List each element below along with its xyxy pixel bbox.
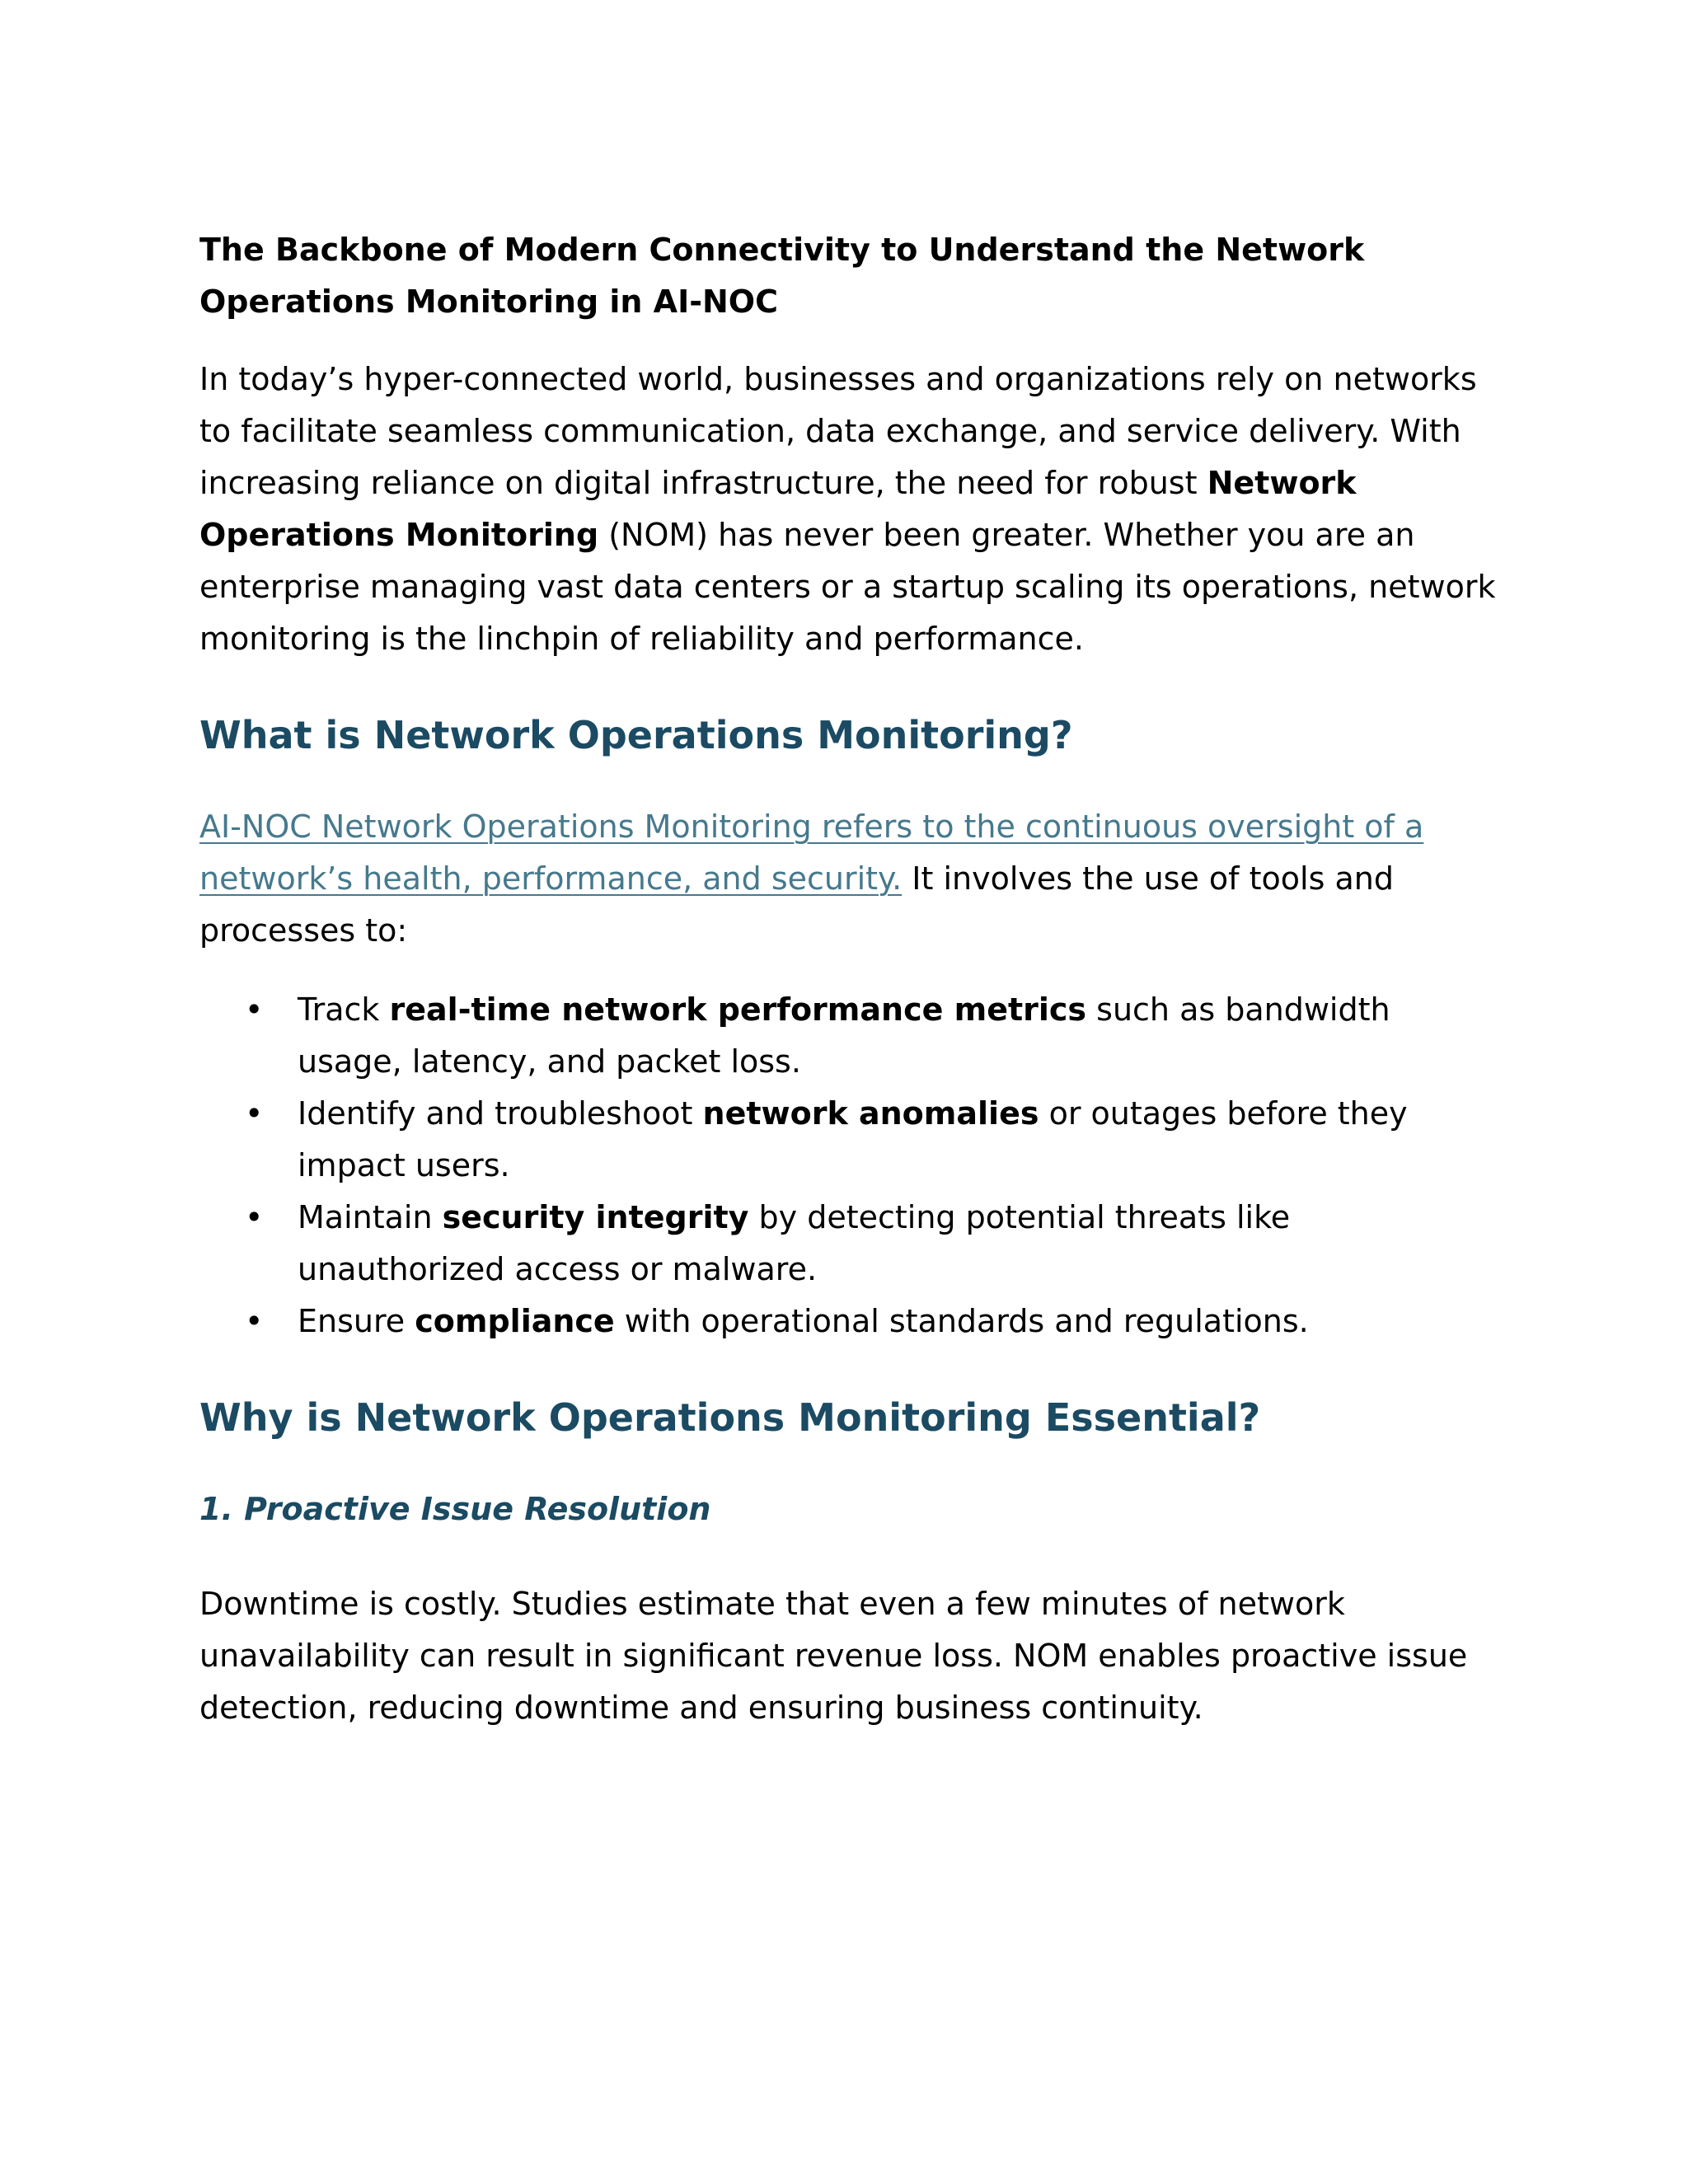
section-heading-why-essential: Why is Network Operations Monitoring Essential?: [199, 1395, 1261, 1440]
list-item: [199, 984, 1502, 1088]
list-item-text: Maintain: [298, 1199, 443, 1235]
list-item-bold: real-time network performance metrics: [389, 991, 1087, 1028]
intro-text-1: In today’s hyper-connected world, businesses and organizations rely on networks to facilitate seamless communication, data exchange, and service delivery. With increasing reliance on digital infrastructure, the need for robust: [199, 361, 1477, 501]
bullet-icon: •: [245, 1199, 264, 1235]
document-body: [199, 224, 1502, 1734]
bullet-icon: •: [245, 1303, 264, 1339]
list-item-text: Track: [298, 991, 390, 1028]
list-item-text: such as bandwidth usage, latency, and packet loss.: [298, 991, 1390, 1080]
list-item-text: with operational standards and regulations.: [614, 1303, 1309, 1339]
list-item-text: or outages before they impact users.: [298, 1095, 1408, 1183]
section-heading-what-is-nom: What is Network Operations Monitoring?: [199, 713, 1073, 757]
list-item-bold: compliance: [415, 1303, 615, 1339]
list-item-text: by detecting potential threats like unauthorized access or malware.: [298, 1199, 1291, 1287]
list-item-text: Identify and troubleshoot: [298, 1095, 703, 1132]
proactive-paragraph: Downtime is costly. Studies estimate that even a few minutes of network unavailability can result in significant revenue loss. NOM enables proactive issue detection, reducing downtime and ensuring business continuity.: [199, 1586, 1468, 1726]
list-item-text: Ensure: [298, 1303, 415, 1339]
definition-paragraph: [199, 801, 1502, 957]
bullet-icon: •: [245, 991, 264, 1028]
definition-link[interactable]: AI-NOC Network Operations Monitoring refers to the continuous oversight of a network’s health, performance, and security.: [199, 808, 1424, 897]
list-item-bold: network anomalies: [702, 1095, 1039, 1132]
document-title: The Backbone of Modern Connectivity to Understand the Network Operations Monitoring in AI-NOC: [199, 232, 1365, 320]
list-item-bold: security integrity: [442, 1199, 749, 1235]
list-item: [199, 1296, 1502, 1347]
subheading-proactive-issue-resolution: 1. Proactive Issue Resolution: [199, 1491, 711, 1527]
intro-bold-term: Network Operations Monitoring: [199, 465, 1357, 553]
bullet-icon: •: [245, 1095, 264, 1132]
definition-text: It involves the use of tools and processes to:: [199, 860, 1394, 949]
list-item: [199, 1088, 1502, 1192]
intro-text-2: (NOM) has never been greater. Whether you are an enterprise managing vast data centers or a startup scaling its operations, network monitoring is the linchpin of reliability and performance.: [199, 517, 1496, 657]
capabilities-list: [199, 984, 1502, 1347]
list-item: [199, 1192, 1502, 1296]
intro-paragraph: [199, 354, 1502, 665]
